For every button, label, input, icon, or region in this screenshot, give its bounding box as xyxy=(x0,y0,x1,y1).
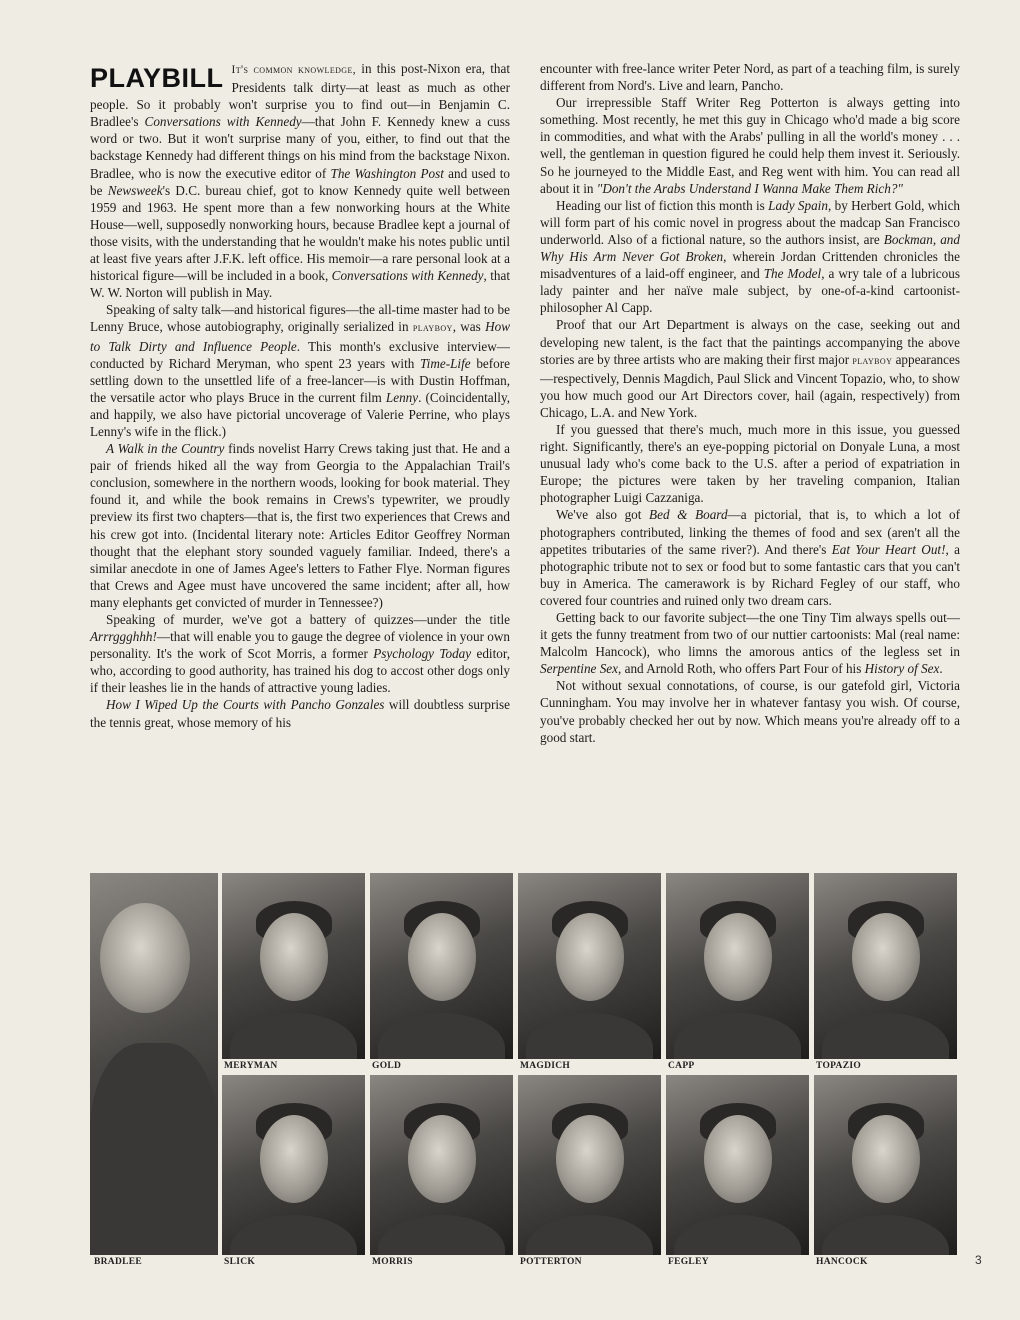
page-number: 3 xyxy=(975,1253,982,1267)
paragraph-pictorials: We've also got Bed & Board—a pictorial, that is, to which a lot of photographers contributed, linking the themes of food and sex (aren't all the appetites tributaries of the same river?). And there's Eat Your Heart Out!, a photographic tribute not to sex or food but to some fantastic cars that you can't buy in America. The camerawork is by Richard Fegley of our staff, who covered four countries and ruined only two dream cars. xyxy=(540,507,960,608)
caption-potterton: POTTERTON xyxy=(520,1257,582,1267)
intro-paragraph: PLAYBILL It's common knowledge, in this post-Nixon era, that Presidents talk dirty—at least as much as other people. So it probably won't surprise you to find out—in Benjamin C. Bradlee's Conversations with Kennedy—that John F. Kennedy knew a cuss word or two. But it won't surprise many of you, either, to find out that the backstage Kennedy had different things on his mind from the backstage Nixon. Bradlee, who is now the executive editor of The Washington Post and used to be Newsweek's D.C. bureau chief, got to know Kennedy quite well between 1959 and 1963. He spent more than a few nonworking hours at the White House—well, supposedly nonworking hours, because Bradlee kept a journal of those visits, with the understanding that he wouldn't make his notes public until at least five years after J.F.K. left office. His memoir—a rare personal look at a historical figure—will be included in a book, Conversations with Kennedy, that W. W. Norton will publish in May. xyxy=(90,61,511,301)
playbill-heading: PLAYBILL xyxy=(90,63,224,93)
paragraph-artists: Proof that our Art Department is always on the case, seeking out and developing new talent, is the fact that the paintings accompanying the above stories are by three artists who are making their first major playboy appearances—respectively, Dennis Magdich, Paul Slick and Vincent Topazio, who, to show you how much good our Art Directors cover, hail (again, respectively) from Chicago, L.A. and New York. xyxy=(540,317,960,420)
caption-capp: CAPP xyxy=(668,1061,695,1071)
photo-bradlee xyxy=(90,873,218,1255)
caption-meryman: MERYMAN xyxy=(224,1061,278,1071)
paragraph-crews: A Walk in the Country finds novelist Harry Crews taking just that. He and a pair of friends hiked all the way from Georgia to the Appalachian Trail's conclusion, somewhere in the northern woods, looking for book material. They found it, and while the book remains in Crews's typewriter, we proudly preview its first two chapters—that is, the first two experiences that Crews and his crew got into. (Incidental literary note: Articles Editor Geoffrey Norman thought that the elephant story sounded vaguely familiar. Indeed, there's a similar anecdote in one of James Agee's letters to Father Flye. Norman figures that Crews and Agee must have uncovered the same incident; after all, how many elephants get convicted of murder in Tennessee?) xyxy=(90,441,510,610)
photo-morris xyxy=(370,1075,513,1255)
caption-magdich: MAGDICH xyxy=(520,1061,571,1071)
paragraph-gatefold: Not without sexual connotations, of course, is our gatefold girl, Victoria Cunningham. You may involve her in whatever fantasy you wish. Of course, you've probably checked her out by now. Which means you're already off to a good start. xyxy=(540,678,960,745)
paragraph-nord: encounter with free-lance writer Peter Nord, as part of a teaching film, is surely different from Nord's. Live and learn, Pancho. xyxy=(540,61,960,94)
paragraph-fiction: Heading our list of fiction this month is Lady Spain, by Herbert Gold, which will form part of his comic novel in progress about the madcap San Francisco underworld. Also of a fictional nature, so the authors insist, are Bockman, and Why His Arm Never Got Broken, wherein Jordan Crittenden chronicles the misadventures of a laid-off engineer, and The Model, a wry tale of a lubricous lady painter and her naïve male subject, by one-of-a-kind cartoonist-philosopher Al Capp. xyxy=(540,197,961,316)
caption-topazio: TOPAZIO xyxy=(816,1061,862,1071)
caption-fegley: FEGLEY xyxy=(668,1257,709,1267)
photo-topazio xyxy=(814,873,957,1059)
paragraph-bruce: Speaking of salty talk—and historical figures—the all-time master had to be Lenny Bruce, whose autobiography, originally serialized in playboy, was How to Talk Dirty and Influence People. This month's exclusive interview—conducted by Richard Meryman, who spent 23 years with Time-Life before settling down to the unsettled life of a free-lancer—is with Dustin Hoffman, the versatile actor who plays Bruce in the current film Lenny. (Coincidentally, and happily, we also have pictorial uncoverage of Valerie Perrine, who plays Lenny's wife in the flick.) xyxy=(90,302,511,439)
caption-slick: SLICK xyxy=(224,1257,256,1267)
paragraph-potterton: Our irrepressible Staff Writer Reg Potterton is always getting into something. Most recently, he met this guy in Chicago who'd made a big score in commodities, and what with the Arabs' pulling in all the world's money . . . well, the gentleman in question figured he could help them invest it. Seriously. So he journeyed to the Middle East, and Reg went with him. You can read all about it in "Don't the Arabs Understand I Wanna Make Them Rich?" xyxy=(540,95,960,196)
paragraph-quizzes: Speaking of murder, we've got a battery of quizzes—under the title Arrrggghhh!—that will enable you to gauge the degree of violence in your own personality. It's the work of Scot Morris, a former Psychology Today editor, who, according to good authority, has trained his dog to accost other dogs only if their leashes lie in the hands of attractive young ladies. xyxy=(90,612,510,696)
photo-potterton xyxy=(518,1075,661,1255)
left-column xyxy=(90,60,510,731)
photo-capp xyxy=(666,873,809,1059)
caption-morris: MORRIS xyxy=(372,1257,413,1267)
photo-gold xyxy=(370,873,513,1059)
photo-hancock xyxy=(814,1075,957,1255)
contributor-photo-grid xyxy=(90,873,982,1273)
photo-meryman xyxy=(222,873,365,1059)
paragraph-gonzales: How I Wiped Up the Courts with Pancho Gonzales will doubtless surprise the tennis great, whose memory of his xyxy=(90,697,510,730)
caption-bradlee: BRADLEE xyxy=(94,1257,143,1267)
caption-gold: GOLD xyxy=(372,1061,402,1071)
right-column xyxy=(540,60,960,746)
caption-hancock: HANCOCK xyxy=(816,1257,868,1267)
photo-magdich xyxy=(518,873,661,1059)
photo-slick xyxy=(222,1075,365,1255)
photo-fegley xyxy=(666,1075,809,1255)
paragraph-cartoonists: Getting back to our favorite subject—the one Tiny Tim always spells out—it gets the funny treatment from two of our nuttier cartoonists: Mal (real name: Malcolm Hancock), who limns the amorous antics of the legless set in Serpentine Sex, and Arnold Roth, who offers Part Four of his History of Sex. xyxy=(540,610,960,677)
paragraph-luna: If you guessed that there's much, much more in this issue, you guessed right. Significantly, there's an eye-popping pictorial on Donyale Luna, a most unusual lady who's come back to the U.S. after a period of expatriation in Europe; the pictures were taken by her traveling companion, Italian photographer Luigi Cazzaniga. xyxy=(540,421,960,506)
